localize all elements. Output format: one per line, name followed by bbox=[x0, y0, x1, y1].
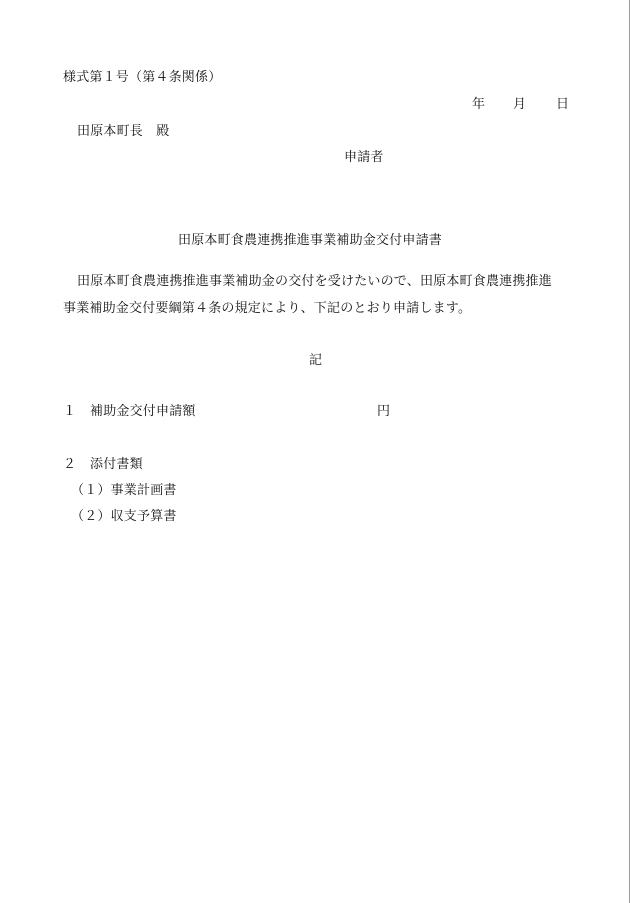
body-text-line-1: 田原本町食農連携推進事業補助金の交付を受けたいので、田原本町食農連携推進 bbox=[77, 274, 552, 289]
document-title: 田原本町食農連携推進事業補助金交付申請書 bbox=[178, 233, 443, 248]
item2-number: ２ bbox=[63, 457, 77, 472]
ki-heading: 記 bbox=[309, 353, 323, 368]
form-number: 様式第１号（第４条関係） bbox=[63, 70, 222, 85]
body-text-line-2: 事業補助金交付要綱第４条の規定により、下記のとおり申請します。 bbox=[63, 301, 472, 316]
item1-unit: 円 bbox=[377, 404, 391, 419]
item1-number: １ bbox=[63, 404, 77, 419]
item1-label: 補助金交付申請額 bbox=[90, 404, 196, 419]
date-month: 月 bbox=[513, 97, 527, 112]
date-year: 年 bbox=[472, 97, 486, 112]
attachment-item: （２）収支予算書 bbox=[71, 509, 177, 524]
attachment-item: （１）事業計画書 bbox=[71, 483, 177, 498]
date-line bbox=[470, 98, 570, 112]
date-day: 日 bbox=[556, 97, 570, 112]
applicant-label: 申請者 bbox=[344, 150, 384, 165]
item2-label: 添付書類 bbox=[90, 457, 143, 472]
addressee: 田原本町長 殿 bbox=[77, 124, 170, 139]
